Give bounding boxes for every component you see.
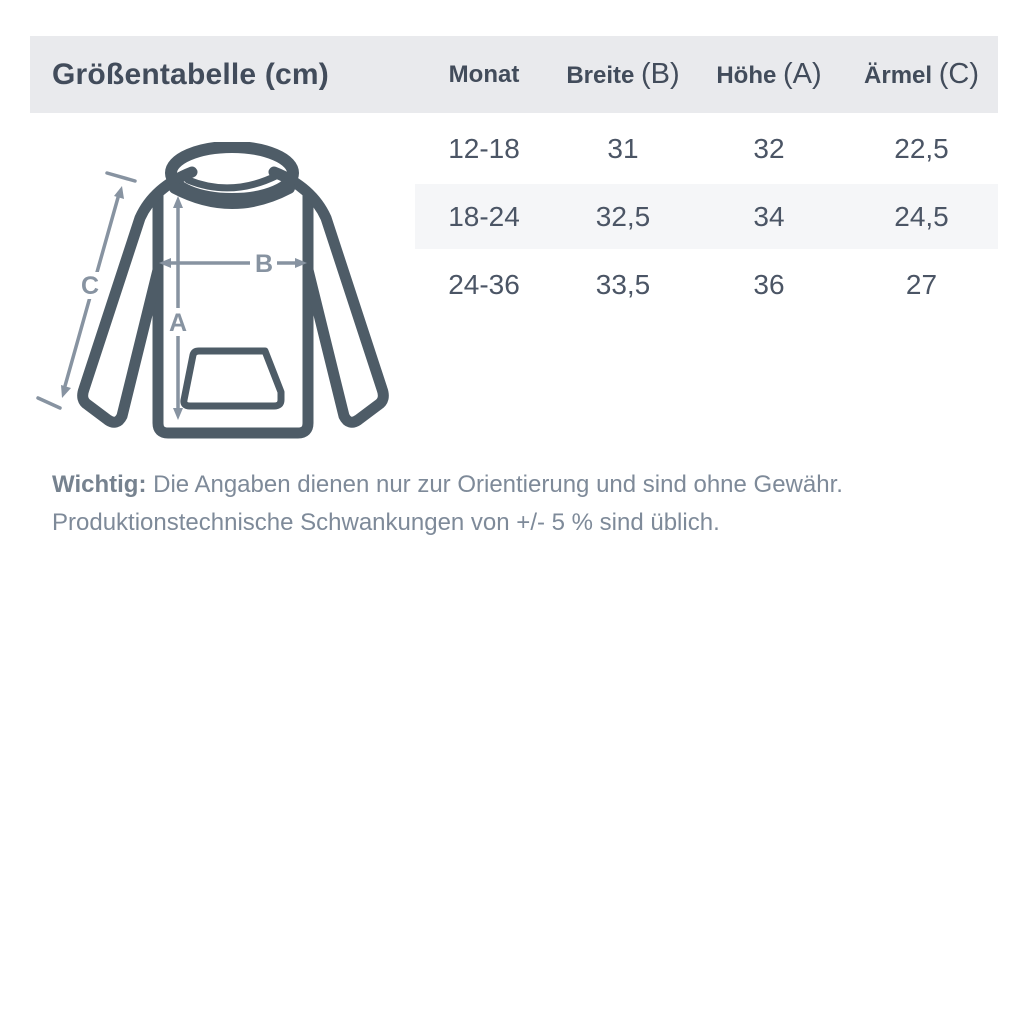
cell-monat: 24-36: [448, 268, 520, 300]
measurement-label-b: B: [254, 250, 274, 278]
arrowhead-a-bottom-icon: [173, 408, 183, 420]
hoodie-collar-inner: [188, 175, 278, 188]
measurement-tick-c-top: [107, 173, 135, 181]
cell-aermel: 22,5: [894, 132, 949, 164]
cell-monat: 12-18: [448, 132, 520, 164]
cell-hoehe: 34: [753, 200, 785, 232]
cell-aermel: 24,5: [894, 200, 949, 232]
table-row: [415, 113, 998, 184]
column-code-b: (B): [641, 58, 680, 90]
hoodie-right-sleeve: [274, 172, 383, 422]
disclaimer-lead: Wichtig:: [52, 471, 147, 498]
hoodie-measurement-diagram: [32, 142, 414, 457]
column-header-monat: Monat: [448, 60, 520, 88]
column-header-hoehe: Höhe (A): [716, 58, 822, 90]
cell-breite: 33,5: [595, 268, 651, 300]
table-header-row: [415, 36, 998, 113]
cell-breite: 31: [607, 132, 639, 164]
hoodie-pocket: [184, 351, 281, 406]
table-row: [415, 249, 998, 320]
page-title: Größentabelle (cm): [52, 57, 329, 91]
column-header-aermel: Ärmel (C): [864, 58, 979, 90]
table-row: [415, 184, 998, 249]
measurement-label-a: A: [168, 309, 188, 337]
column-code-c: (C): [938, 58, 979, 90]
cell-breite: 32,5: [595, 200, 651, 232]
hoodie-diagram-icon: [32, 142, 414, 457]
measurement-tick-c-bottom: [38, 398, 60, 408]
measurement-label-c: C: [80, 272, 100, 300]
cell-hoehe: 36: [753, 268, 785, 300]
disclaimer-line2: Produktionstechnische Schwankungen von +/- 5 % sind üblich.: [52, 509, 720, 536]
arrowhead-c-top-icon: [114, 186, 124, 199]
column-header-breite: Breite (B): [566, 58, 680, 90]
disclaimer-line1: Die Angaben dienen nur zur Orientierung und sind ohne Gewähr.: [153, 471, 843, 498]
cell-aermel: 27: [905, 268, 938, 300]
arrowhead-c-bottom-icon: [61, 385, 71, 398]
cell-monat: 18-24: [448, 200, 520, 232]
disclaimer-note: [52, 466, 982, 542]
cell-hoehe: 32: [753, 132, 785, 164]
column-code-a: (A): [783, 58, 822, 90]
